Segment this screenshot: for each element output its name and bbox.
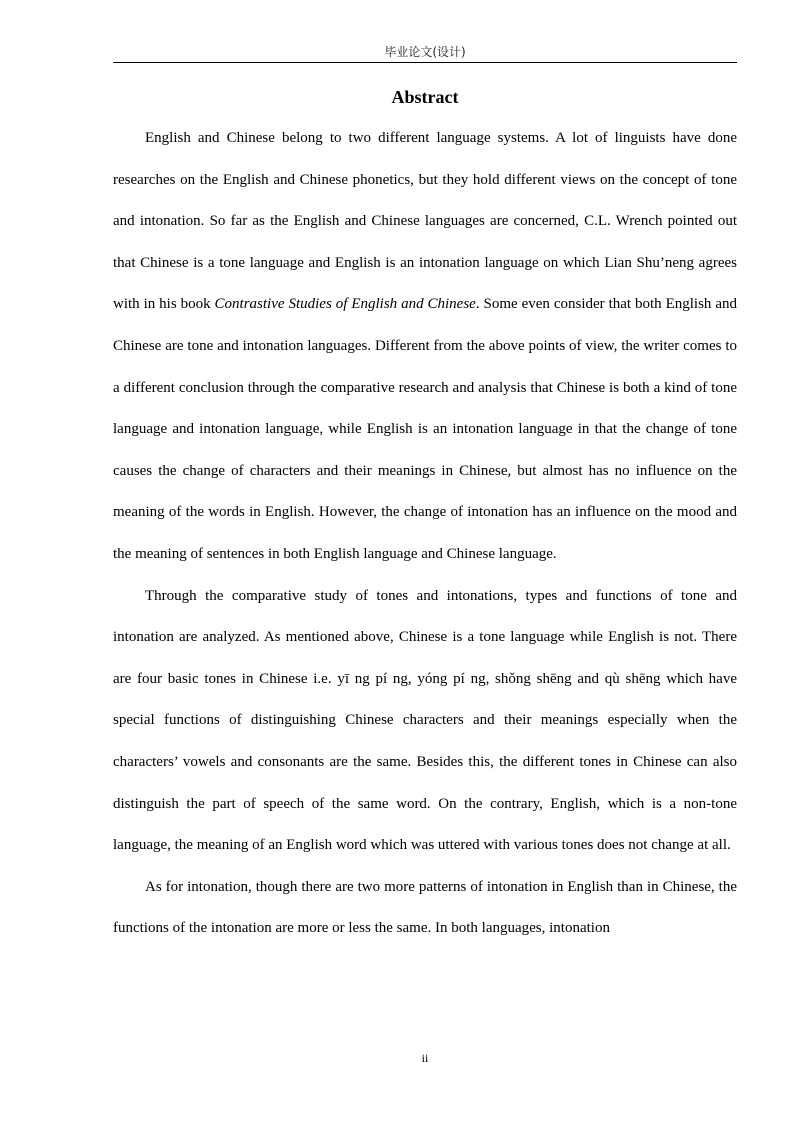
paragraph-2: Through the comparative study of tones and intonations, types and functions of tone and intonation are analyzed. As mentioned above, Chinese is a tone language while English is not. There are four basic tones in Chinese i.e. yī ng pí ng, yóng pí ng, shǒng shēng and qù shēng which have special functions of distinguishing Chinese characters and their meanings especially when the characters’ vowels and consonants are the same. Besides this, the different tones in Chinese can also distinguish the part of speech of the same word. On the contrary, English, which is a non-tone language, the meaning of an English word which was uttered with various tones does not change at all. — [113, 587, 737, 854]
abstract-body — [113, 118, 737, 950]
book-title: Contrastive Studies of English and Chinese — [214, 296, 476, 313]
running-header: 毕业论文(设计) — [384, 45, 466, 59]
page-number: ii — [421, 1051, 429, 1065]
paragraph-3: As for intonation, though there are two more patterns of intonation in English than in Chinese, the functions of the intonation are more or less the same. In both languages, intonation — [113, 878, 737, 937]
paragraph-1-text-after: . Some even consider that both English and Chinese are tone and intonation languages. Different from the above points of view, the writer comes to a different conclusion through the comparative research and analysis that Chinese is both a kind of tone language and intonation language, while English is an intonation language in that the change of tone causes the change of characters and their meanings in Chinese, but almost has no influence on the meaning of the words in English. However, the change of intonation has an influence on the mood and the meaning of sentences in both English language and Chinese language. — [113, 296, 738, 562]
abstract-title: Abstract — [391, 87, 459, 107]
header-rule — [113, 62, 737, 63]
paragraph-1-text-before: English and Chinese belong to two different language systems. A lot of linguists have done researches on the English and Chinese phonetics, but they hold different views on the concept of tone and intonation. So far as the English and Chinese languages are concerned, C.L. Wrench pointed out that Chinese is a tone language and English is an intonation language on which Lian Shu’neng agrees with in his book — [113, 130, 737, 313]
paragraph-1 — [113, 118, 737, 576]
